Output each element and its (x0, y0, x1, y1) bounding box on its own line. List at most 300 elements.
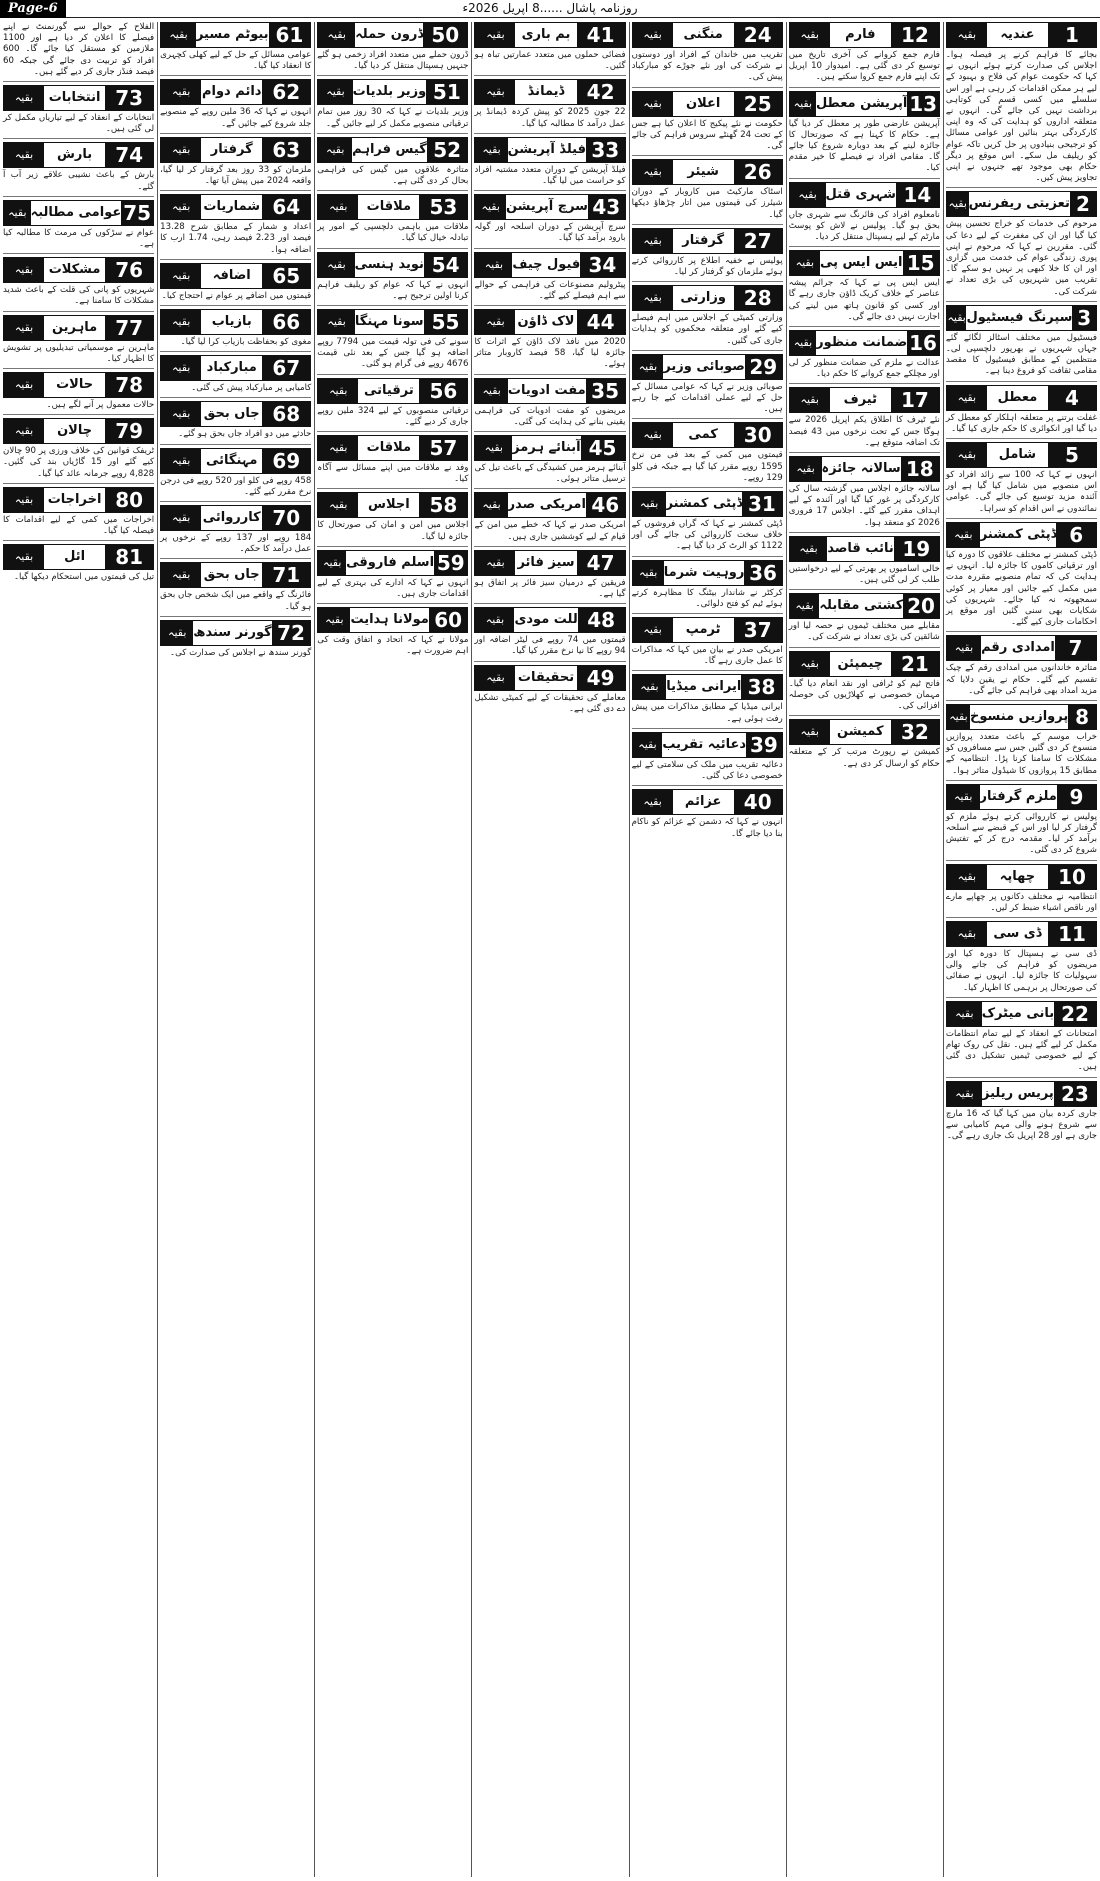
column-rule (629, 22, 630, 1877)
column-rule (471, 22, 472, 1877)
news-item-heading (946, 191, 1097, 217)
news-item-number: 43 (588, 195, 625, 219)
continued-label: بقیہ (318, 195, 358, 219)
news-item-heading (789, 387, 940, 413)
news-item-heading (789, 536, 940, 562)
newspaper-columns (0, 22, 1100, 1877)
news-item (474, 435, 625, 485)
news-item-title: ڈپٹی کمشنر (665, 496, 743, 512)
item-separator (789, 326, 940, 327)
item-separator (160, 501, 311, 502)
news-item-title: شامل (998, 447, 1037, 463)
news-item-heading (789, 719, 940, 745)
news-item-body: فیلڈ آپریشن کے دوران متعدد مشتبہ افراد کو حراست میں لیا گیا۔ (474, 164, 626, 187)
news-item-number: 67 (262, 356, 310, 380)
news-item-title: فیول چیف (512, 256, 581, 272)
news-item-title: وزارتی (680, 290, 726, 306)
news-item-title: شماریات (203, 199, 261, 215)
news-item-heading (474, 79, 625, 105)
item-separator (946, 301, 1097, 302)
news-item-title: بارش (56, 147, 93, 163)
continued-label: بقیہ (318, 551, 346, 575)
news-item-title: آبنائے ہرمز (512, 440, 581, 456)
news-item (317, 309, 468, 371)
news-item-number: 10 (1048, 865, 1096, 889)
continued-label: بقیہ (633, 286, 673, 310)
item-separator (632, 350, 783, 351)
news-item-title: اضافہ (212, 267, 251, 283)
news-item-title: سرچ آپریشن (505, 199, 588, 215)
continued-label: بقیہ (633, 733, 663, 757)
news-item-title: ایس ایس پی (820, 255, 903, 271)
news-item-number: 1 (1048, 23, 1096, 47)
continued-label: بقیہ (4, 201, 31, 225)
news-item-heading (160, 309, 311, 335)
news-item-heading (474, 435, 625, 461)
item-separator (3, 311, 154, 312)
news-item-heading (632, 674, 783, 700)
news-item-number: 23 (1054, 1082, 1096, 1106)
news-item (160, 194, 311, 256)
news-item-number: 34 (580, 253, 624, 277)
news-item-body: امریکی صدر نے کہا کہ خطے میں امن کے قیام کے لیے کوششیں جاری ہیں۔ (474, 520, 626, 542)
news-item-number: 33 (586, 138, 625, 162)
news-item-number: 50 (423, 23, 467, 47)
news-item-body: عوام نے سڑکوں کی مرمت کا مطالبہ کیا ہے۔ (3, 227, 155, 250)
news-item (3, 544, 154, 583)
news-item-number: 30 (734, 423, 782, 447)
item-separator (3, 196, 154, 197)
news-item-body: سالانہ جائزہ اجلاس میں گزشتہ سال کی کارکردگی پر غور کیا گیا اور آئندہ کے لیے اہداف مقرر کیے گئے۔ اجلاس 17 فروری 2026 کو منعقد ہوا۔ (788, 484, 940, 528)
continued-label: بقیہ (318, 608, 350, 632)
news-item (474, 309, 625, 371)
item-separator (317, 431, 468, 432)
news-item-number: 15 (903, 251, 939, 275)
news-item (946, 1001, 1097, 1074)
news-item-body: مرحوم کی خدمات کو خراج تحسین پیش کیا گیا اور ان کی مغفرت کے لیے دعا کی گئی۔ مقررین نے کہا کہ مرحوم نے اپنی پوری زندگی عوام کی خدمت میں گزاری اور ان کا خلا کبھی پر نہیں ہو سکے گا۔ تقریب میں شہریوں کی بڑی تعداد نے شرکت کی۔ (945, 219, 1097, 297)
news-item-body: ملزمان کو 33 روز بعد گرفتار کر لیا گیا، واقعہ 2024 میں پیش آیا تھا۔ (160, 164, 312, 187)
news-item-body: امتحانات کے انعقاد کے لیے تمام انتظامات مکمل کر لیے گئے ہیں۔ نقل کی روک تھام کے لیے خصوصی ٹیمیں تشکیل دی گئی ہیں۔ (945, 1028, 1097, 1073)
news-item-body: مریضوں کو مفت ادویات کی فراہمی یقینی بنانے کی ہدایت کی گئی۔ (474, 405, 626, 427)
news-item-number: 56 (419, 379, 467, 403)
news-item-body: پیٹرولیم مصنوعات کی فراہمی کے حوالے سے اہم فیصلے کیے گئے۔ (474, 279, 626, 301)
continued-label: بقیہ (790, 183, 826, 207)
news-item (946, 522, 1097, 628)
news-item-title: مولانا ہدایت (350, 612, 429, 628)
news-item-title: دعائیہ تقریب (662, 736, 747, 752)
news-item-heading (789, 250, 940, 276)
news-item (160, 448, 311, 498)
news-item (474, 137, 625, 187)
item-separator (3, 138, 154, 139)
continued-label: بقیہ (4, 258, 44, 282)
news-item-body: تیل کی قیمتوں میں استحکام دیکھا گیا۔ (13, 572, 155, 583)
news-item-heading (789, 456, 940, 482)
news-item-body: ڈی سی نے ہسپتال کا دورہ کیا اور مریضوں کو فراہم کی جانے والی سہولیات کا جائزہ لیا۔ انہوں نے صفائی کی صورتحال پر برہمی کا اظہار کیا۔ (945, 948, 1097, 993)
item-separator (632, 613, 783, 614)
news-item-heading (632, 285, 783, 311)
news-item-title: گیس فراہم (352, 141, 427, 157)
news-item-heading (160, 79, 311, 105)
news-item-number: 31 (742, 492, 782, 516)
news-item-body: معاملے کی تحقیقات کے لیے کمیٹی تشکیل دے دی گئی ہے۔ (474, 692, 626, 714)
news-item-number: 18 (901, 457, 939, 481)
news-item-title: ملزم گرفتار (979, 788, 1057, 804)
news-item-heading (160, 448, 311, 474)
news-item-body: کامیابی پر مبارکباد پیش کی گئی۔ (191, 383, 312, 394)
news-item-heading (789, 91, 940, 117)
news-item-body: ٹریفک قوانین کی خلاف ورزی پر 90 چالان کیے گئے اور 15 گاڑیاں بند کی گئیں۔ 4,828 روپے جرمانہ عائد کیا گیا۔ (3, 446, 155, 479)
news-item-heading (789, 330, 940, 356)
news-item-body: مغوی کو بحفاظت بازیاب کرا لیا گیا۔ (180, 337, 312, 348)
news-item-body: قیمتوں میں کمی کے بعد فی من نرخ 1595 روپے مقرر کیا گیا ہے جبکہ فی کلو 129 روپے۔ (631, 450, 783, 483)
news-item-heading (632, 789, 783, 815)
news-item-title: امدادی رقم (981, 640, 1055, 656)
continued-label: بقیہ (947, 443, 987, 467)
news-item-title: ملاقات (366, 199, 412, 215)
item-separator (946, 381, 1097, 382)
news-item (160, 22, 311, 72)
news-item-heading (160, 137, 311, 163)
news-item-number: 49 (577, 666, 625, 690)
news-item-number: 72 (272, 621, 311, 645)
news-item-number: 8 (1068, 705, 1096, 729)
news-item-body: آپریشن عارضی طور پر معطل کر دیا گیا ہے۔ حکام کا کہنا ہے کہ صورتحال کا جائزہ لینے کے بعد دوبارہ شروع کیا جائے گا۔ مقامی افراد نے فیصلے کا خیر مقدم کیا۔ (788, 118, 940, 174)
continued-label: بقیہ (475, 138, 507, 162)
news-item-title: ڈی سی (993, 925, 1042, 941)
news-item-number: 77 (105, 316, 153, 340)
news-item-number: 63 (262, 138, 310, 162)
news-item (789, 91, 940, 175)
news-item-heading (317, 137, 468, 163)
news-item-number: 24 (734, 23, 782, 47)
news-item-title: سونا مہنگا (354, 314, 424, 330)
news-item-number: 22 (1054, 1002, 1096, 1026)
news-item-heading (474, 194, 625, 220)
item-separator (3, 81, 154, 82)
news-item-number: 58 (419, 493, 467, 517)
continued-label: بقیہ (161, 23, 196, 47)
news-column (943, 22, 1100, 1877)
news-column (157, 22, 314, 1877)
news-item-body: بجائے کا فراہم کرنے پر فیصلہ ہوا۔ اجلاس کی صدارت کرتے ہوئے انہوں نے کہا کہ حکومت عوام کی فلاح و بہبود کے لیے ہر ممکن اقدامات کر رہی ہے اور اس سلسلے میں کسی قسم کی کوتاہی برداشت نہیں کی جائے گی۔ انہوں نے متعلقہ اداروں کو ہدایت کی کہ وہ اپنی کارکردگی بہتر بنائیں اور عوامی مسائل کو ترجیحی بنیادوں پر حل کریں تاکہ عوام کو ریلیف مل سکے۔ اس موقع پر دیگر حکام بھی موجود تھے جنہوں نے اپنی تجاویز پیش کیں۔ (945, 50, 1097, 184)
item-separator (474, 305, 625, 306)
continued-label: بقیہ (161, 80, 201, 104)
news-item-body: 22 جون 2025 کو پیش کردہ ڈیمانڈ پر عمل درآمد کا مطالبہ کیا گیا۔ (474, 107, 626, 129)
news-item-title: عوامی مطالبہ (30, 204, 122, 220)
news-item-number: 13 (909, 91, 938, 116)
continued-label: بقیہ (161, 563, 201, 587)
item-separator (632, 728, 783, 729)
continued-label: بقیہ (475, 551, 515, 575)
news-item-heading (789, 22, 940, 48)
news-item (317, 607, 468, 657)
continued-label: بقیہ (4, 143, 44, 167)
news-item-number: 25 (734, 92, 782, 116)
item-separator (160, 133, 311, 134)
news-item-title: ڈپٹی کمشنر (979, 526, 1057, 542)
continued-label: بقیہ (318, 310, 355, 334)
news-item-heading (3, 257, 154, 283)
news-item-heading (3, 200, 154, 226)
news-item (789, 536, 940, 586)
news-item-body: جاری کردہ بیان میں کہا گیا کہ 16 مارچ سے شروع ہونے والی مہم کامیابی سے جاری ہے اور 28 اپریل تک جاری رہے گی۔ (945, 1108, 1098, 1141)
item-separator (160, 397, 311, 398)
news-item-title: بانی میٹرک (981, 1005, 1055, 1021)
news-item-body: حادثے میں دو افراد جاں بحق ہو گئے۔ (178, 429, 312, 440)
item-separator (160, 444, 311, 445)
news-item-title: کمی (688, 427, 718, 443)
news-item-number: 74 (105, 143, 153, 167)
news-item-number: 70 (262, 506, 310, 530)
news-item (317, 492, 468, 542)
news-item-title: گرفتار (682, 232, 725, 248)
news-item-number: 41 (577, 23, 625, 47)
item-separator (160, 616, 311, 617)
news-item-number: 81 (105, 545, 153, 569)
news-item-title: ٹرمپ (685, 622, 721, 638)
news-item-title: شیئر (687, 164, 719, 180)
news-item-body: ترقیاتی منصوبوں کے لیے 324 ملین روپے جاری کر دیے گئے۔ (317, 405, 469, 427)
news-item-heading (3, 142, 154, 168)
news-item (160, 505, 311, 555)
news-item (3, 372, 154, 411)
news-item (946, 442, 1097, 515)
news-item (3, 85, 154, 135)
news-item-heading (160, 263, 311, 289)
item-separator (160, 190, 311, 191)
news-item-title: منگنی (683, 27, 723, 42)
news-item-heading (632, 354, 783, 380)
news-item-number: 36 (744, 561, 781, 585)
column-rule (943, 22, 944, 1877)
news-item-body: خراب موسم کے باعث متعدد پروازیں منسوخ کر دی گئیں جس سے مسافروں کو مشکلات کا سامنا کرنا پڑا۔ انتظامیہ کے مطابق 15 پروازوں کا شیڈول متاثر ہوا۔ (945, 731, 1097, 776)
continued-label: بقیہ (790, 720, 830, 744)
continued-label: بقیہ (4, 545, 44, 569)
item-separator (632, 670, 783, 671)
news-item-body: غفلت برتنے پر متعلقہ اہلکار کو معطل کر دیا گیا اور انکوائری کا حکم جاری کیا گیا۔ (945, 412, 1097, 434)
news-item-title: تعزیتی ریفرنس (968, 196, 1070, 212)
item-separator (946, 518, 1097, 519)
news-item-number: 6 (1056, 523, 1096, 547)
news-item-number: 47 (577, 551, 625, 575)
news-item-heading (632, 228, 783, 254)
news-item-body: گورنر سندھ نے اجلاس کی صدارت کی۔ (170, 647, 312, 658)
news-item-body: فضائی حملوں میں متعدد عمارتیں تباہ ہو گئیں۔ (474, 50, 626, 72)
news-item-body: اسٹاک مارکیٹ میں کاروبار کے دوران شیئرز کی قیمتوں میں اتار چڑھاؤ دیکھا گیا۔ (631, 187, 783, 220)
news-item (946, 385, 1097, 435)
news-item (789, 250, 940, 323)
item-separator (317, 305, 468, 306)
news-item-number: 39 (746, 733, 782, 757)
news-item (632, 617, 783, 667)
news-item-number: 57 (419, 436, 467, 460)
news-item-heading (946, 1081, 1097, 1107)
news-item-body: نامعلوم افراد کی فائرنگ سے شہری جاں بحق ہو گیا۔ پولیس نے لاش کو پوسٹ مارٹم کے لیے ہسپتال منتقل کر دیا۔ (788, 209, 940, 243)
continued-label: بقیہ (947, 386, 987, 410)
news-item (789, 330, 940, 380)
news-item-body: پولیس نے خفیہ اطلاع پر کارروائی کرتے ہوئے ملزمان کو گرفتار کر لیا۔ (631, 255, 783, 278)
news-item-number: 61 (269, 23, 311, 47)
news-item-body: انہوں نے کہا کہ دشمن کے عزائم کو ناکام بنا دیا جائے گا۔ (631, 817, 783, 839)
news-item (160, 79, 311, 129)
news-item-number: 53 (419, 195, 467, 219)
news-item-number: 42 (577, 80, 625, 104)
item-separator (632, 785, 783, 786)
continued-label: بقیہ (790, 251, 820, 275)
news-column (314, 22, 471, 1877)
news-item (317, 550, 468, 600)
news-item-number: 26 (734, 160, 782, 184)
news-item (632, 228, 783, 278)
news-item-title: سپرنگ فیسٹیول (966, 309, 1073, 325)
news-item-body: انہوں نے کہا کہ ادارے کی بہتری کے لیے اقدامات جاری ہیں۔ (317, 577, 469, 600)
news-item-heading (3, 487, 154, 513)
news-item (317, 137, 468, 187)
continued-label: بقیہ (4, 316, 44, 340)
news-item-heading (474, 378, 625, 404)
news-item-title: فیلڈ آپریشن (507, 141, 586, 157)
news-item-number: 40 (734, 790, 782, 814)
column-rule (786, 22, 787, 1877)
item-separator (632, 556, 783, 557)
news-item-body: متاثرہ علاقوں میں گیس کی فراہمی بحال کر دی گئی ہے۔ (317, 164, 469, 187)
news-item-title: اسلم فاروقی (346, 554, 435, 570)
news-item (317, 79, 468, 129)
news-item (160, 137, 311, 187)
news-item-heading (160, 505, 311, 531)
news-item-heading (632, 491, 783, 517)
continued-label: بقیہ (947, 922, 987, 946)
continued-label: بقیہ (947, 23, 987, 47)
continued-label: بقیہ (633, 675, 667, 699)
item-separator (3, 414, 154, 415)
page-number-tag: Page-6 (0, 0, 66, 18)
news-item-title: کارروائی (202, 510, 261, 526)
news-item-heading (474, 22, 625, 48)
news-item (474, 252, 625, 302)
news-item (946, 22, 1097, 184)
news-item-body: امریکی صدر نے بیان میں کہا کہ مذاکرات کا عمل جاری رہے گا۔ (631, 645, 783, 667)
item-separator (474, 190, 625, 191)
news-item-title: لاک ڈاؤن (517, 314, 575, 330)
news-item-number: 48 (578, 608, 625, 632)
news-item-body: وفد نے ملاقات میں اپنے مسائل سے آگاہ کیا۔ (317, 463, 469, 485)
news-item-title: مبارکباد (206, 360, 257, 376)
news-item (632, 22, 783, 84)
news-item-heading (317, 435, 468, 461)
continued-label: بقیہ (947, 865, 987, 889)
news-item-heading (632, 560, 783, 586)
news-item-title: آپریشن معطل (815, 95, 908, 111)
news-item-heading (3, 418, 154, 444)
news-item-heading (632, 22, 783, 48)
news-item-body: اجلاس میں امن و امان کی صورتحال کا جائزہ لیا گیا۔ (317, 520, 469, 542)
item-separator (632, 87, 783, 88)
continued-label: بقیہ (947, 306, 967, 330)
news-column (629, 22, 786, 1877)
news-item-body: دعائیہ تقریب میں ملک کی سلامتی کے لیے خصوصی دعا کی گئی۔ (631, 759, 783, 782)
continued-label: بقیہ (790, 594, 820, 618)
news-item-body: ماہرین نے موسمیاتی تبدیلیوں پر تشویش کا اظہار کیا۔ (3, 342, 155, 364)
continued-label: بقیہ (947, 192, 969, 216)
news-item-body: ایس ایس پی نے کہا کہ جرائم پیشہ عناصر کے خلاف کریک ڈاؤن جاری رہے گا اور کسی کو قانون ہاتھ میں لینے کی اجازت نہیں دی جائے گی۔ (788, 278, 940, 322)
item-separator (317, 190, 468, 191)
continued-label: بقیہ (475, 310, 515, 334)
continued-label: بقیہ (475, 608, 514, 632)
continued-label: بقیہ (947, 636, 981, 660)
news-item-heading (3, 544, 154, 570)
news-item-body: فائرنگ کے واقعے میں ایک شخص جاں بحق ہو گیا۔ (160, 590, 312, 612)
news-item-number: 66 (262, 310, 310, 334)
item-separator (474, 248, 625, 249)
news-item (632, 789, 783, 839)
news-intro-text: الفلاح کے حوالے سے گورنمنٹ نے اپنے فیصلے کا اعلان کر دیا ہے اور 1100 ملازمین کو مستقل کیا جائے گا۔ 600 افراد کو تربیت دی جائے گی جبکہ 60 فیصد فنڈز جاری کر دیے گئے ہیں۔ (3, 22, 155, 77)
news-item-body: 2020 میں نافذ لاک ڈاؤن کے اثرات کا جائزہ لیا گیا، 58 فیصد کاروبار متاثر ہوئے۔ (474, 337, 626, 370)
news-item (160, 401, 311, 440)
news-item-title: شہری قتل (825, 186, 896, 202)
item-separator (317, 248, 468, 249)
news-item-heading (317, 194, 468, 220)
news-item-number: 76 (105, 258, 153, 282)
news-item-body: انتظامیہ نے مختلف دکانوں پر چھاپے مارے اور ناقص اشیاء ضبط کر لیں۔ (945, 891, 1097, 913)
news-item (317, 435, 468, 485)
item-separator (946, 631, 1097, 632)
continued-label: بقیہ (318, 80, 352, 104)
news-item-number: 75 (121, 201, 153, 225)
news-item-number: 54 (424, 253, 468, 277)
news-item (474, 22, 625, 72)
continued-label: بقیہ (475, 23, 515, 47)
continued-label: بقیہ (4, 86, 44, 110)
news-item (160, 620, 311, 659)
news-item-number: 37 (734, 618, 782, 642)
continued-label: بقیہ (947, 785, 980, 809)
news-item-body: ڈرون حملے میں متعدد افراد زخمی ہو گئے جنہیں ہسپتال منتقل کر دیا گیا۔ (317, 50, 469, 72)
news-item-heading (317, 378, 468, 404)
item-separator (317, 75, 468, 76)
continued-label: بقیہ (790, 23, 830, 47)
news-item-body: سونے کی فی تولہ قیمت میں 7794 روپے اضافہ ہو گیا جس کے بعد نئی قیمت 4676 روپے فی گرام ہو گئی۔ (317, 337, 469, 370)
continued-label: بقیہ (790, 331, 816, 355)
news-item-body: انہوں نے کہا کہ 36 ملین روپے کے منصوبے جلد شروع کیے جائیں گے۔ (160, 107, 312, 129)
news-item-title: مہنگائی (206, 452, 258, 468)
item-separator (789, 383, 940, 384)
item-separator (474, 546, 625, 547)
news-column (0, 22, 157, 1877)
news-item (946, 921, 1097, 994)
continued-label: بقیہ (633, 23, 673, 47)
news-item-number: 65 (262, 264, 310, 288)
continued-label: بقیہ (633, 790, 673, 814)
continued-label: بقیہ (947, 705, 970, 729)
news-item (3, 257, 154, 307)
continued-label: بقیہ (633, 160, 673, 184)
news-item-heading (789, 182, 940, 208)
item-separator (946, 997, 1097, 998)
news-item-title: ائل (64, 549, 86, 565)
item-separator (317, 546, 468, 547)
news-item-number: 73 (105, 86, 153, 110)
item-separator (946, 438, 1097, 439)
news-item-title: مفت ادویات (507, 382, 586, 398)
news-item-heading (474, 665, 625, 691)
continued-label: بقیہ (318, 23, 355, 47)
news-item-number: 80 (105, 488, 153, 512)
continued-label: بقیہ (633, 492, 666, 516)
continued-label: بقیہ (4, 373, 44, 397)
news-item (474, 550, 625, 600)
